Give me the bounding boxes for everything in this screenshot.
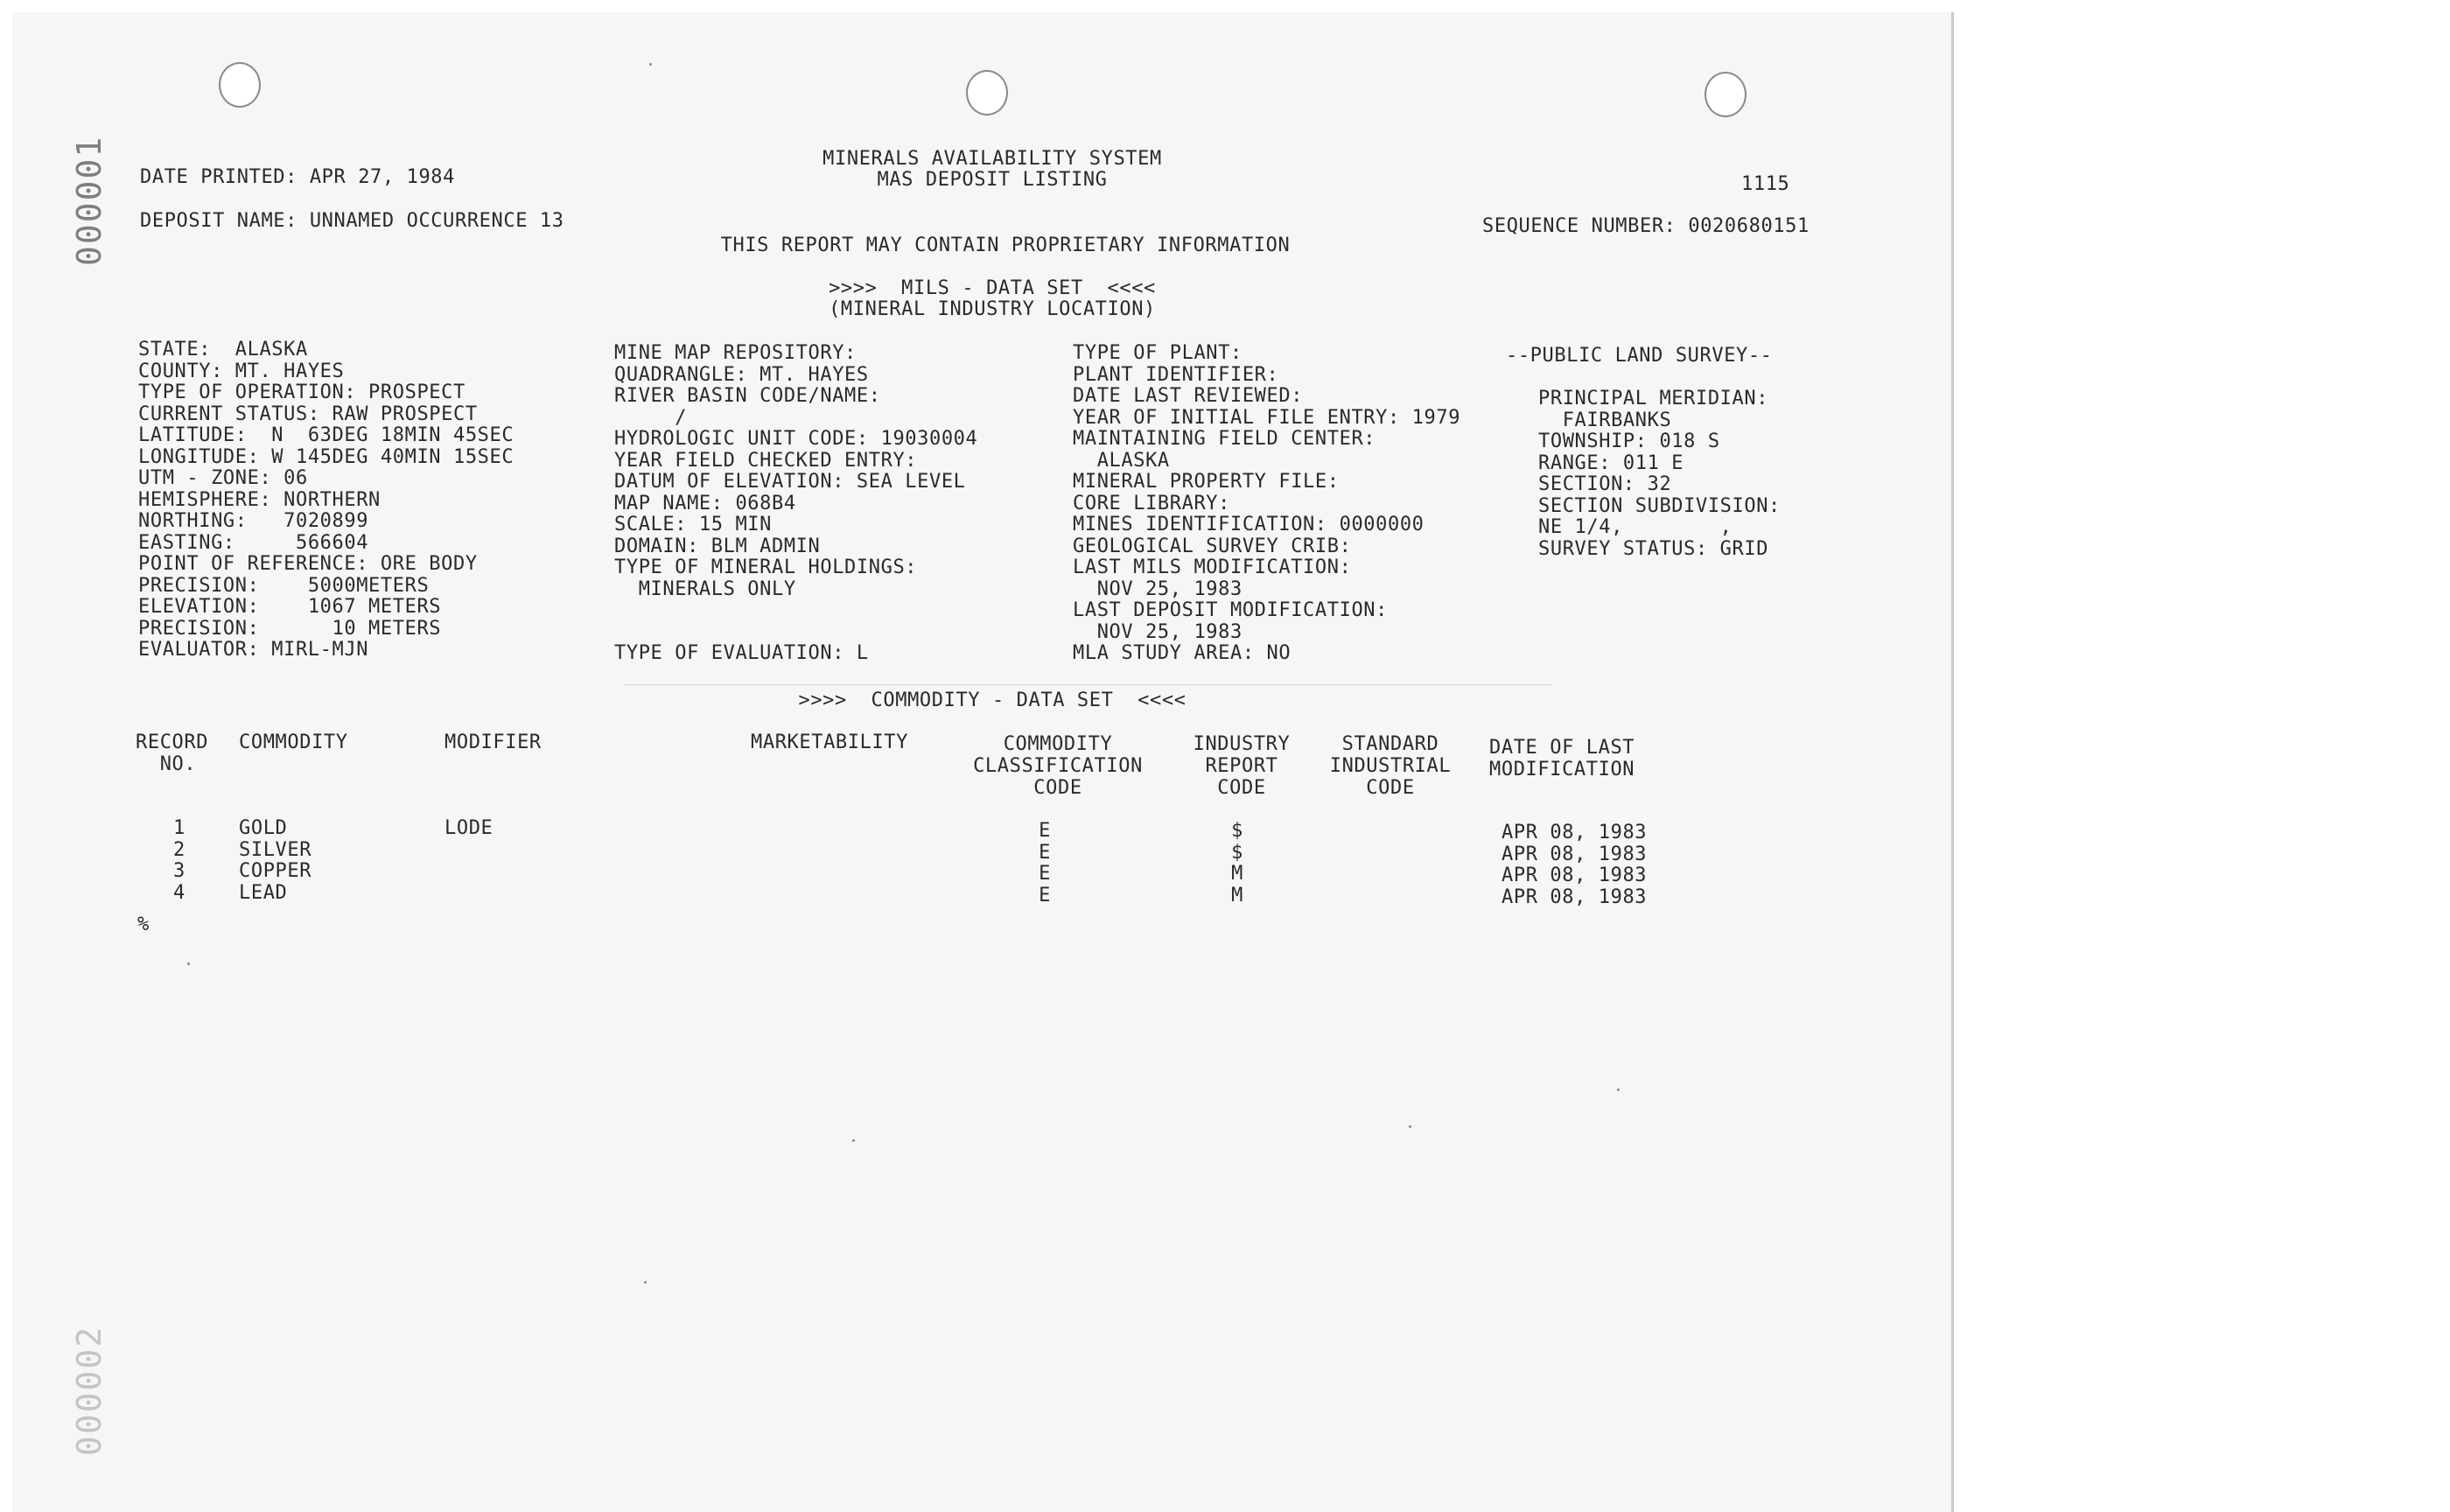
field-line: YEAR OF INITIAL FILE ENTRY: 1979 — [1073, 406, 1461, 429]
field-line: LATITUDE: N 63DEG 18MIN 45SEC — [138, 424, 514, 446]
field-line: TYPE OF OPERATION: PROSPECT — [138, 382, 466, 403]
header-date-of-last-modification: DATE OF LAST MODIFICATION — [1489, 737, 1635, 780]
field-line: MAINTAINING FIELD CENTER: — [1073, 428, 1376, 450]
commodity-name: SILVER — [239, 838, 312, 861]
field-line: GEOLOGICAL SURVEY CRIB: — [1073, 535, 1352, 557]
date-printed: DATE PRINTED: APR 27, 1984 — [140, 166, 455, 188]
field-line: RIVER BASIN CODE/NAME: — [614, 385, 881, 407]
field-line: / — [614, 406, 688, 429]
speck — [852, 1139, 855, 1142]
field-line: TYPE OF MINERAL HOLDINGS: — [614, 556, 918, 578]
report-listing-title: MAS DEPOSIT LISTING — [877, 169, 1108, 191]
record-no: 1 — [173, 817, 186, 839]
record-no: 2 — [173, 838, 186, 861]
field-line: SCALE: 15 MIN — [614, 514, 772, 536]
type-of-evaluation: TYPE OF EVALUATION: L — [614, 642, 869, 664]
field-line: UTM - ZONE: 06 — [138, 467, 308, 489]
field-line: NOV 25, 1983 — [1073, 620, 1242, 643]
frame-number-stamp-faint: 000002 — [70, 1325, 108, 1456]
field-line: QUADRANGLE: MT. HAYES — [614, 363, 869, 386]
field-line: SURVEY STATUS: GRID — [1538, 537, 1769, 560]
report-system-title: MINERALS AVAILABILITY SYSTEM — [822, 148, 1162, 170]
field-line: CORE LIBRARY: — [1073, 492, 1230, 514]
end-of-record-mark: % — [137, 914, 150, 935]
field-line: MINE MAP REPOSITORY: — [614, 342, 857, 364]
field-line: NOV 25, 1983 — [1073, 578, 1242, 600]
section-divider — [625, 684, 1552, 685]
field-line: PRECISION: 5000METERS — [138, 574, 430, 597]
header-classification-code: COMMODITY CLASSIFICATION CODE — [973, 733, 1143, 799]
modification-date: APR 08, 1983 — [1502, 886, 1648, 908]
speck — [1409, 1125, 1411, 1128]
header-modifier: MODIFIER — [444, 732, 542, 753]
field-line: PRINCIPAL MERIDIAN: — [1538, 388, 1769, 410]
field-line: YEAR FIELD CHECKED ENTRY: — [614, 449, 918, 472]
punch-hole-right — [1704, 72, 1746, 117]
field-line: ALASKA — [1073, 449, 1170, 472]
field-line: FAIRBANKS — [1538, 409, 1672, 431]
header-commodity: COMMODITY — [239, 732, 348, 753]
header-industry-report-code: INDUSTRY REPORT CODE — [1193, 733, 1291, 799]
deposit-name: DEPOSIT NAME: UNNAMED OCCURRENCE 13 — [140, 210, 564, 232]
field-line: NORTHING: 7020899 — [138, 510, 369, 532]
field-line: LONGITUDE: W 145DEG 40MIN 15SEC — [138, 445, 514, 468]
field-line: STATE: ALASKA — [138, 339, 308, 360]
field-line: SECTION SUBDIVISION: — [1538, 494, 1781, 517]
record-no: 3 — [173, 860, 186, 882]
field-line: DATE LAST REVIEWED: — [1073, 385, 1304, 407]
proprietary-notice: THIS REPORT MAY CONTAIN PROPRIETARY INFORMATION — [720, 234, 1291, 256]
field-line: EVALUATOR: MIRL-MJN — [138, 639, 369, 661]
field-line: PLANT IDENTIFIER: — [1073, 363, 1279, 386]
modification-date: APR 08, 1983 — [1502, 843, 1648, 865]
field-line: HEMISPHERE: NORTHERN — [138, 488, 381, 511]
field-line: COUNTY: MT. HAYES — [138, 360, 345, 382]
field-line: DATUM OF ELEVATION: SEA LEVEL — [614, 471, 966, 493]
commodity-name: GOLD — [239, 817, 288, 839]
header-marketability: MARKETABILITY — [751, 732, 908, 753]
record-no: 4 — [173, 881, 186, 904]
speck — [1617, 1088, 1620, 1091]
industry-report-code: $ — [1231, 841, 1243, 864]
field-line: MINERALS ONLY — [614, 578, 796, 600]
commodity-name: LEAD — [239, 881, 288, 904]
field-line: LAST MILS MODIFICATION: — [1073, 556, 1352, 578]
speck — [644, 1281, 647, 1284]
field-line: LAST DEPOSIT MODIFICATION: — [1073, 599, 1388, 621]
punch-hole-left — [219, 62, 261, 108]
classification-code: E — [1039, 884, 1051, 906]
speck — [649, 63, 652, 66]
document-page — [12, 12, 1954, 1512]
commodity-section-title: >>>> COMMODITY - DATA SET <<<< — [798, 690, 1186, 711]
modification-date: APR 08, 1983 — [1502, 822, 1648, 844]
field-line: POINT OF REFERENCE: ORE BODY — [138, 553, 478, 575]
commodity-name: COPPER — [239, 860, 312, 882]
modifier: LODE — [444, 817, 494, 839]
field-line: MAP NAME: 068B4 — [614, 492, 796, 514]
field-line: PRECISION: 10 METERS — [138, 617, 442, 640]
industry-report-code: M — [1231, 863, 1243, 885]
field-line: MINERAL PROPERTY FILE: — [1073, 471, 1340, 493]
speck — [187, 962, 190, 965]
field-line: TYPE OF PLANT: — [1073, 342, 1242, 364]
field-line: RANGE: 011 E — [1538, 452, 1684, 474]
mils-section-subtitle: (MINERAL INDUSTRY LOCATION) — [829, 298, 1156, 320]
field-line: MLA STUDY AREA: NO — [1073, 642, 1292, 664]
punch-hole-center — [966, 70, 1008, 116]
field-line: MINES IDENTIFICATION: 0000000 — [1073, 514, 1424, 536]
field-line: DOMAIN: BLM ADMIN — [614, 535, 821, 557]
field-line: TOWNSHIP: 018 S — [1538, 430, 1720, 452]
field-line: SECTION: 32 — [1538, 473, 1672, 495]
classification-code: E — [1039, 841, 1051, 864]
field-line: NE 1/4, , — [1538, 516, 1732, 538]
industry-report-code: $ — [1231, 820, 1243, 842]
classification-code: E — [1039, 863, 1051, 885]
field-line: HYDROLOGIC UNIT CODE: 19030004 — [614, 428, 978, 450]
page-number: 1115 — [1741, 173, 1790, 195]
field-line: EASTING: 566604 — [138, 531, 369, 554]
industry-report-code: M — [1231, 884, 1243, 906]
frame-number-stamp: 000001 — [70, 135, 108, 266]
public-land-survey-title: --PUBLIC LAND SURVEY-- — [1506, 345, 1773, 367]
classification-code: E — [1039, 820, 1051, 842]
header-standard-industrial-code: STANDARD INDUSTRIAL CODE — [1329, 733, 1452, 799]
field-line: ELEVATION: 1067 METERS — [138, 596, 442, 618]
sequence-number: SEQUENCE NUMBER: 0020680151 — [1482, 215, 1810, 237]
header-record-no: RECORD NO. — [136, 732, 209, 775]
modification-date: APR 08, 1983 — [1502, 864, 1648, 886]
field-line: CURRENT STATUS: RAW PROSPECT — [138, 402, 478, 425]
mils-section-title: >>>> MILS - DATA SET <<<< — [829, 277, 1156, 299]
